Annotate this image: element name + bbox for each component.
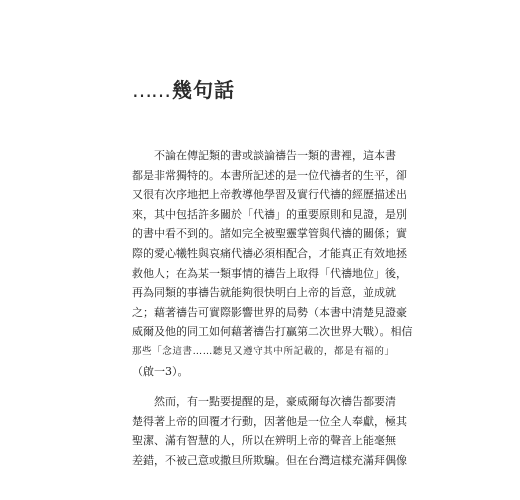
paragraph-1-line: 威爾及他的同工如何藉著禱告打贏第二次世界大戰）。相信: [132, 325, 413, 339]
paragraph-1-line: 都是非常獨特的。本書所記述的是一位代禱者的生平，卻: [132, 168, 407, 182]
paragraph-1-line: 再為同類的事禱告就能夠很快明白上帝的旨意，並成就: [132, 286, 396, 300]
paragraph-1-line: 際的愛心犧牲與哀痛代禱必須相配合，才能真正有效地拯: [132, 246, 407, 260]
paragraph-1-line: 來，其中包括許多關於「代禱」的重要原則和見證，是別: [132, 207, 407, 221]
paragraph-1-line: 的書中看不到的。諸如完全被聖靈掌管與代禱的關係；實: [132, 227, 407, 241]
paragraph-1-line: 救他人；在為某一類事情的禱告上取得「代禱地位」後，: [132, 266, 407, 280]
paragraph-2-line: 差錯，不被己意或撒旦所欺騙。但在台灣這樣充滿拜偶像: [132, 453, 407, 467]
paragraph-2-line: 楚得著上帝的回覆才行動，因著他是一位全人奉獻，極其: [132, 414, 407, 428]
chapter-heading: [132, 74, 235, 103]
paragraph-1-line: 之；藉著禱告可實際影響世界的局勢（本書中清楚見證豪: [132, 305, 407, 319]
heading-title: 幾句話: [172, 78, 235, 102]
paragraph-1-line: （啟一3）。: [132, 364, 189, 378]
paragraph-2-line: 然而，有一點要提醒的是，豪威爾每次禱告都要清: [154, 395, 396, 409]
paragraph-1-quote-line: 那些「念這書……聽見又遵守其中所記載的，都是有福的」: [132, 345, 395, 357]
heading-ellipsis: ……: [132, 78, 170, 102]
body-text: [132, 146, 413, 471]
paragraph-1-line: 不論在傳記類的書或談論禱告一類的書裡，這本書: [154, 149, 396, 162]
paragraph-2-line: 聖潔、滿有智慧的人，所以在辨明上帝的聲音上能毫無: [132, 434, 396, 448]
paragraph-1-line: 又很有次序地把上帝教導他學習及實行代禱的經歷描述出: [132, 188, 407, 202]
paragraph-gap: [132, 381, 394, 392]
